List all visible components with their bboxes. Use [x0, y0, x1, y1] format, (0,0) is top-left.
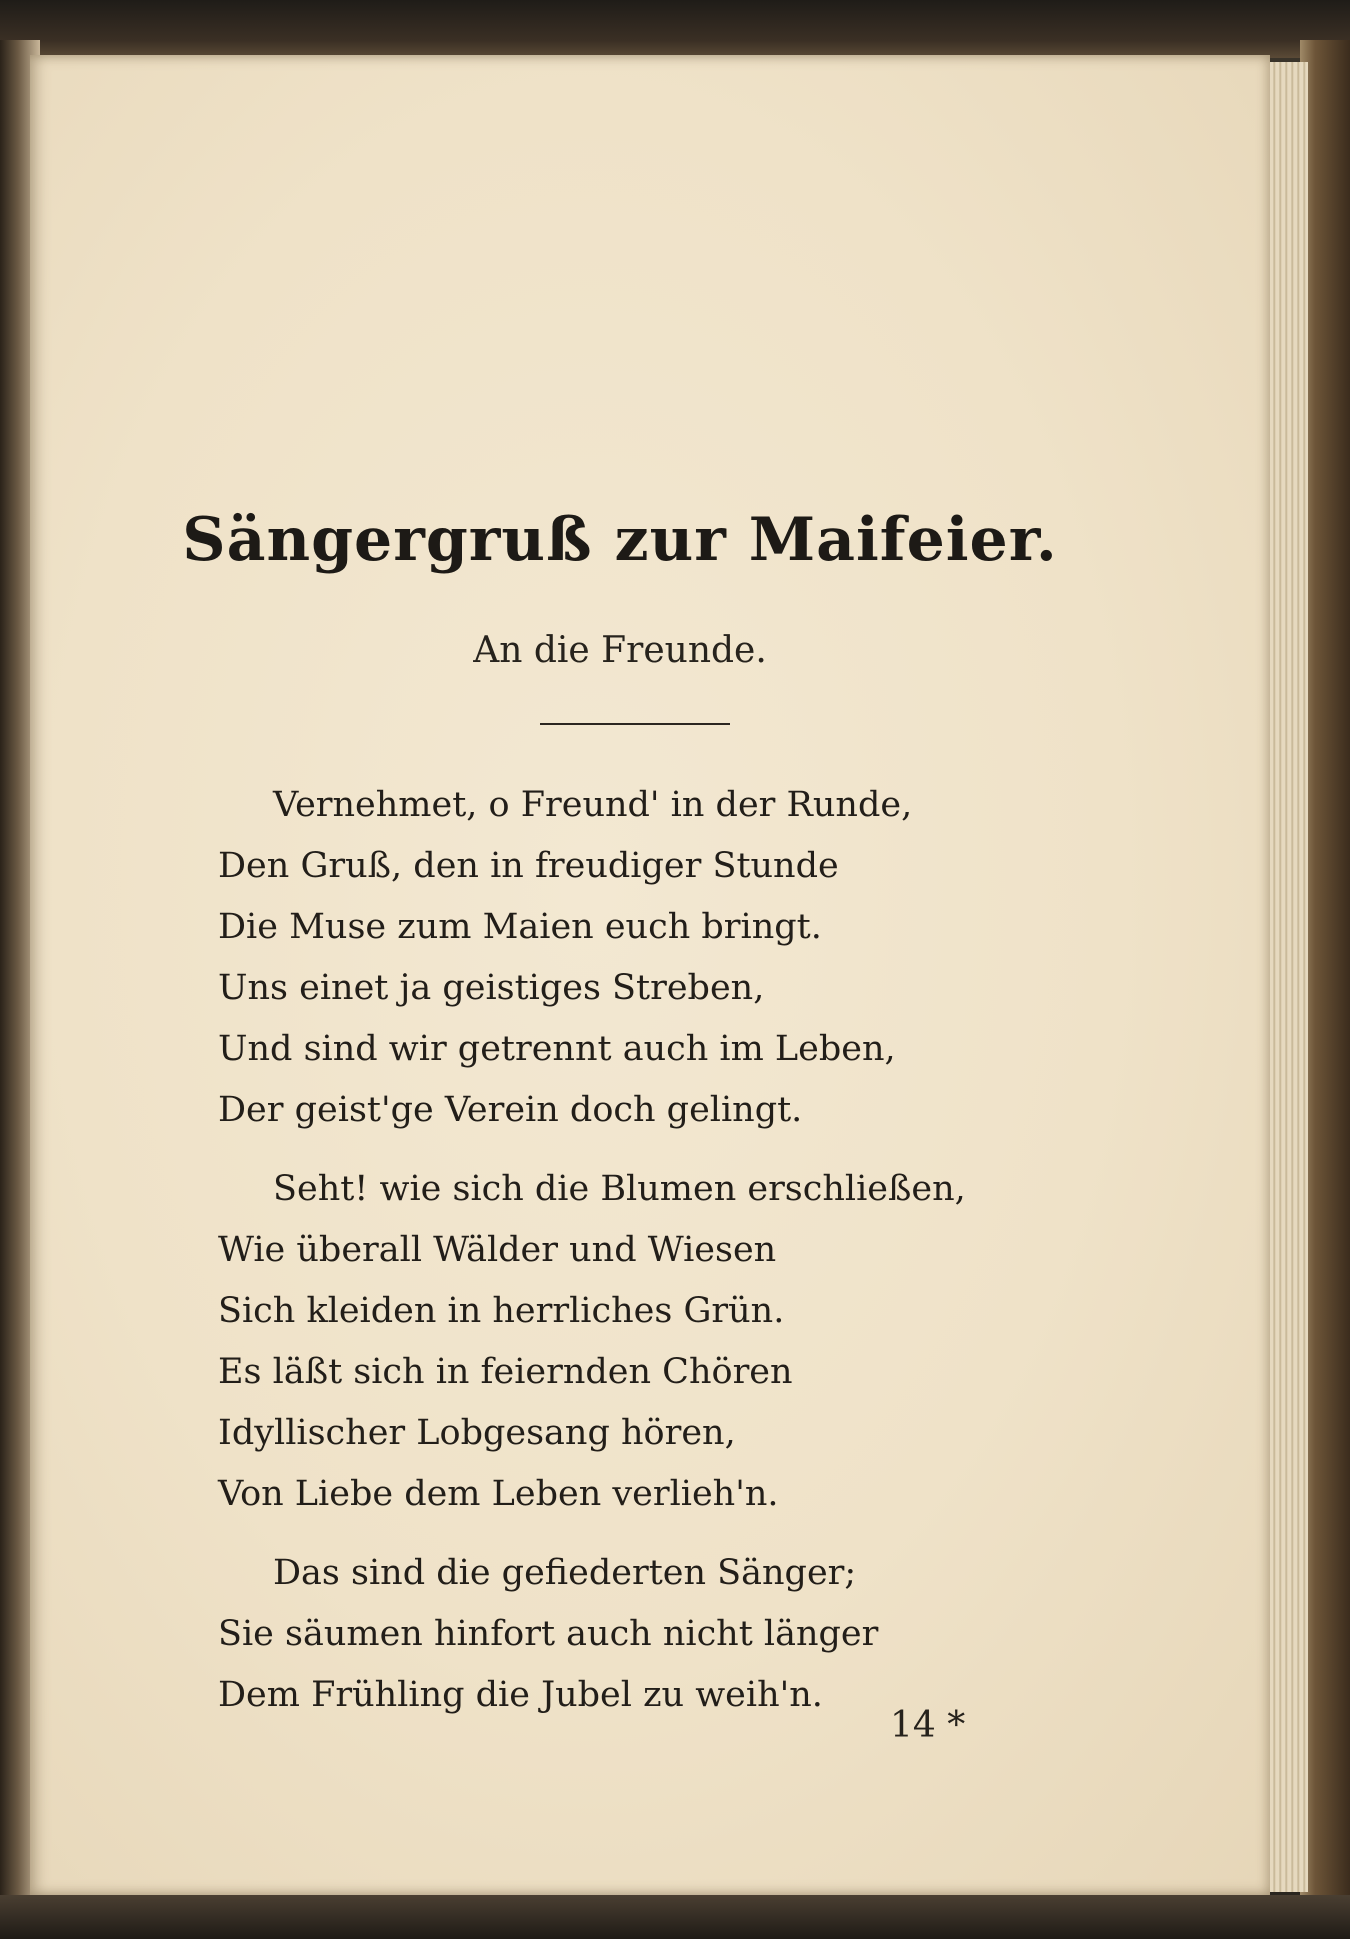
stanza [218, 1159, 1118, 1525]
book-cover-top-edge [0, 0, 1350, 58]
verse-line: Dem Frühling die Jubel zu weih'n. [218, 1675, 823, 1715]
verse-line: Idyllischer Lobgesang hören, [218, 1413, 736, 1453]
stanza [218, 1543, 1118, 1726]
verse-line: Es läßt sich in feiernden Chören [218, 1352, 793, 1392]
poem-body [218, 775, 1118, 1744]
verse-line: Sich kleiden in herrliches Grün. [218, 1291, 785, 1331]
verse-line: Uns einet ja geistiges Streben, [218, 968, 765, 1008]
stanza [218, 775, 1118, 1141]
verse-line: Das sind die gefiederten Sänger; [273, 1553, 857, 1593]
poem-dedication: An die Freunde. [473, 630, 767, 671]
book-cover-bottom-edge [0, 1895, 1350, 1939]
verse-line: Sie säumen hinfort auch nicht länger [218, 1614, 879, 1654]
verse-line: Seht! wie sich die Blumen erschließen, [273, 1169, 966, 1209]
verse-line: Wie überall Wälder und Wiesen [218, 1230, 777, 1270]
verse-line: Vernehmet, o Freund' in der Runde, [273, 785, 913, 825]
verse-line: Die Muse zum Maien euch bringt. [218, 907, 822, 947]
verse-line: Der geist'ge Verein doch gelingt. [218, 1090, 803, 1130]
verse-line: Und sind wir getrennt auch im Leben, [218, 1029, 896, 1069]
verse-line: Von Liebe dem Leben verlieh'n. [218, 1474, 779, 1514]
title-divider-rule [540, 723, 730, 725]
verse-line: Den Gruß, den in freudiger Stunde [218, 846, 839, 886]
book-page [30, 55, 1270, 1895]
poem-title: Sängergruß zur Maifeier. [182, 505, 1058, 575]
reverse-side-show-through [480, 260, 1040, 322]
signature-mark: 14 * [890, 1705, 966, 1746]
